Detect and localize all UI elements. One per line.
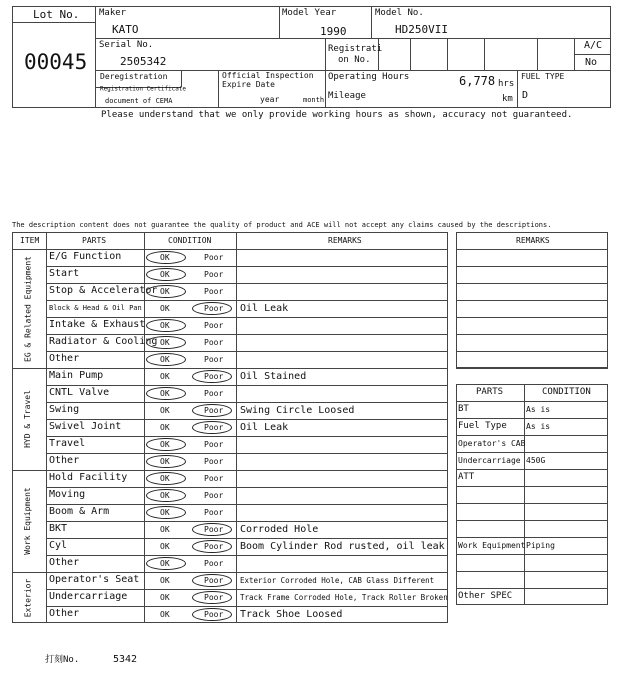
ok-option: OK [160, 372, 170, 381]
poor-option: Poor [204, 287, 224, 296]
lot-number: 00045 [24, 50, 88, 74]
remark-text: Swing Circle Loosed [240, 405, 355, 416]
poor-option: Poor [204, 508, 224, 517]
part-name: Other [49, 608, 80, 619]
ok-option: OK [160, 270, 170, 279]
model-no-value: HD250VII [395, 23, 448, 36]
ok-option: OK [160, 304, 170, 313]
registration-label: Registrati [328, 44, 383, 54]
ok-circle-mark [146, 336, 186, 349]
part-name: Hold Facility [49, 472, 128, 483]
part-name: Radiator & Cooling [49, 336, 158, 347]
ok-option: OK [160, 389, 170, 398]
ok-circle-mark [146, 268, 186, 281]
lot-label: Lot No. [33, 8, 80, 21]
right-remarks-header: REMARKS [516, 236, 550, 245]
right-part-name: Undercarriage [458, 456, 521, 465]
ok-option: OK [160, 508, 170, 517]
part-name: Travel [49, 438, 86, 449]
cema-label: document of CEMA [105, 97, 173, 105]
model-year-value: 1990 [320, 25, 347, 38]
group-label: HYD & Travel [23, 390, 32, 448]
right-condition-header: CONDITION [542, 387, 591, 397]
ac-label: A/C [584, 40, 603, 51]
ok-circle-mark [146, 455, 186, 468]
poor-option: Poor [204, 338, 224, 347]
hours-notice: Please understand that we only provide working hours as shown, accuracy not guaranteed. [101, 110, 573, 120]
month-label: month [303, 96, 325, 104]
reg-cert-label: Registration Certificate [100, 85, 186, 92]
part-name: Other [49, 557, 80, 568]
ok-option: OK [160, 406, 170, 415]
ok-circle-mark [146, 285, 186, 298]
poor-option: Poor [204, 423, 224, 432]
part-name: BKT [49, 523, 68, 534]
ok-option: OK [160, 457, 170, 466]
poor-circle-mark [192, 370, 232, 383]
ok-circle-mark [146, 472, 186, 485]
serial-label: Serial No. [99, 40, 154, 50]
poor-option: Poor [204, 253, 224, 262]
part-name: Block & Head & Oil Pan [49, 304, 142, 312]
right-parts-header: PARTS [476, 387, 504, 397]
poor-option: Poor [204, 593, 224, 602]
ok-option: OK [160, 338, 170, 347]
group-label: EG & Related Equipment [23, 255, 32, 362]
part-name: Other [49, 353, 80, 364]
poor-option: Poor [204, 270, 224, 279]
part-name: Stop & Accelerator [49, 285, 158, 296]
right-part-condition: As is [526, 422, 551, 431]
part-name: Boom & Arm [49, 506, 110, 517]
ok-circle-mark [146, 319, 186, 332]
ok-circle-mark [146, 353, 186, 366]
part-name: Cyl [49, 540, 68, 551]
dereg-label: Deregistration [100, 72, 168, 81]
disclaimer: The description content does not guarantee the quality of product and ACE will not accept any claims caused by the descriptions. [12, 221, 552, 229]
col-parts-header: PARTS [82, 236, 107, 245]
maker-label: Maker [99, 8, 127, 18]
poor-option: Poor [204, 559, 224, 568]
right-part-condition: As is [526, 405, 551, 414]
ok-circle-mark [146, 251, 186, 264]
ok-circle-mark [146, 557, 186, 570]
part-name: Swing [49, 404, 80, 415]
remark-text: Boom Cylinder Rod rusted, oil leak [240, 541, 445, 552]
part-name: E/G Function [49, 251, 122, 262]
col-condition-header: CONDITION [168, 236, 212, 245]
ok-option: OK [160, 610, 170, 619]
part-name: Swivel Joint [49, 421, 122, 432]
year-label: year [260, 95, 280, 104]
ok-option: OK [160, 593, 170, 602]
part-name: CNTL Valve [49, 387, 110, 398]
remark-text: Oil Stained [240, 371, 307, 382]
maker-value: KATO [112, 23, 139, 36]
part-name: Main Pump [49, 370, 104, 381]
km-label: km [502, 94, 513, 104]
col-remarks-header: REMARKS [328, 236, 362, 245]
part-name: Intake & Exhaust [49, 319, 146, 330]
part-name: Undercarriage [49, 591, 128, 602]
poor-option: Poor [204, 372, 224, 381]
right-part-name: Other SPEC [458, 591, 513, 601]
fuel-type-value: D [522, 90, 529, 101]
right-part-name: ATT [458, 472, 475, 482]
ok-circle-mark [146, 438, 186, 451]
poor-circle-mark [192, 591, 232, 604]
group-label: Work Equipment [23, 487, 32, 555]
remark-text: Oil Leak [240, 422, 289, 433]
ok-option: OK [160, 491, 170, 500]
ok-option: OK [160, 355, 170, 364]
poor-circle-mark [192, 574, 232, 587]
hrs-label: hrs [498, 79, 515, 89]
serial-value: 2505342 [120, 55, 167, 68]
col-item-header: ITEM [20, 236, 40, 245]
poor-circle-mark [192, 421, 232, 434]
ok-circle-mark [146, 489, 186, 502]
poor-option: Poor [204, 355, 224, 364]
ok-option: OK [160, 576, 170, 585]
right-part-name: Fuel Type [458, 421, 507, 431]
part-name: Operator's Seat [49, 574, 140, 585]
poor-circle-mark [192, 302, 232, 315]
ok-option: OK [160, 423, 170, 432]
ok-circle-mark [146, 387, 186, 400]
footer-value: 5342 [113, 654, 138, 665]
part-name: Start [49, 268, 80, 279]
remark-text: Track Shoe Loosed [240, 609, 343, 620]
remark-text: Oil Leak [240, 303, 289, 314]
remark-text: Track Frame Corroded Hole, Track Roller Broken [240, 593, 448, 602]
footer-label: 打刻No. [45, 655, 80, 665]
poor-option: Poor [204, 321, 224, 330]
right-part-name: Work Equipment [458, 541, 526, 550]
poor-circle-mark [192, 523, 232, 536]
poor-option: Poor [204, 304, 224, 313]
model-year-label: Model Year [282, 8, 337, 18]
ok-option: OK [160, 321, 170, 330]
ok-circle-mark [146, 506, 186, 519]
poor-option: Poor [204, 525, 224, 534]
registration-label-2: on No. [338, 55, 371, 65]
right-part-condition: Piping [526, 541, 555, 550]
expire-label: Expire Date [222, 80, 275, 89]
model-no-label: Model No. [375, 8, 424, 18]
poor-option: Poor [204, 576, 224, 585]
ok-option: OK [160, 253, 170, 262]
poor-option: Poor [204, 610, 224, 619]
ac-value: No [585, 57, 598, 68]
ok-option: OK [160, 440, 170, 449]
poor-circle-mark [192, 540, 232, 553]
right-part-name: Operator's CAB [458, 439, 526, 448]
poor-circle-mark [192, 608, 232, 621]
remark-text: Exterior Corroded Hole, CAB Glass Different [240, 576, 435, 585]
poor-option: Poor [204, 491, 224, 500]
poor-circle-mark [192, 404, 232, 417]
poor-option: Poor [204, 542, 224, 551]
poor-option: Poor [204, 389, 224, 398]
right-part-condition: 450G [526, 456, 546, 465]
group-label: Exterior [23, 578, 32, 617]
poor-option: Poor [204, 457, 224, 466]
poor-option: Poor [204, 440, 224, 449]
operating-hours-label: Operating Hours [328, 72, 410, 82]
mileage-label: Mileage [328, 91, 366, 101]
inspection-label: Official Inspection [222, 71, 314, 80]
operating-hours-value: 6,778 [459, 74, 496, 88]
right-part-name: BT [458, 404, 469, 414]
ok-option: OK [160, 525, 170, 534]
poor-option: Poor [204, 474, 224, 483]
ok-option: OK [160, 559, 170, 568]
ok-option: OK [160, 474, 170, 483]
ok-option: OK [160, 287, 170, 296]
poor-option: Poor [204, 406, 224, 415]
remark-text: Corroded Hole [240, 524, 319, 535]
fuel-type-label: FUEL TYPE [521, 72, 565, 81]
part-name: Other [49, 455, 80, 466]
ok-option: OK [160, 542, 170, 551]
part-name: Moving [49, 489, 86, 500]
